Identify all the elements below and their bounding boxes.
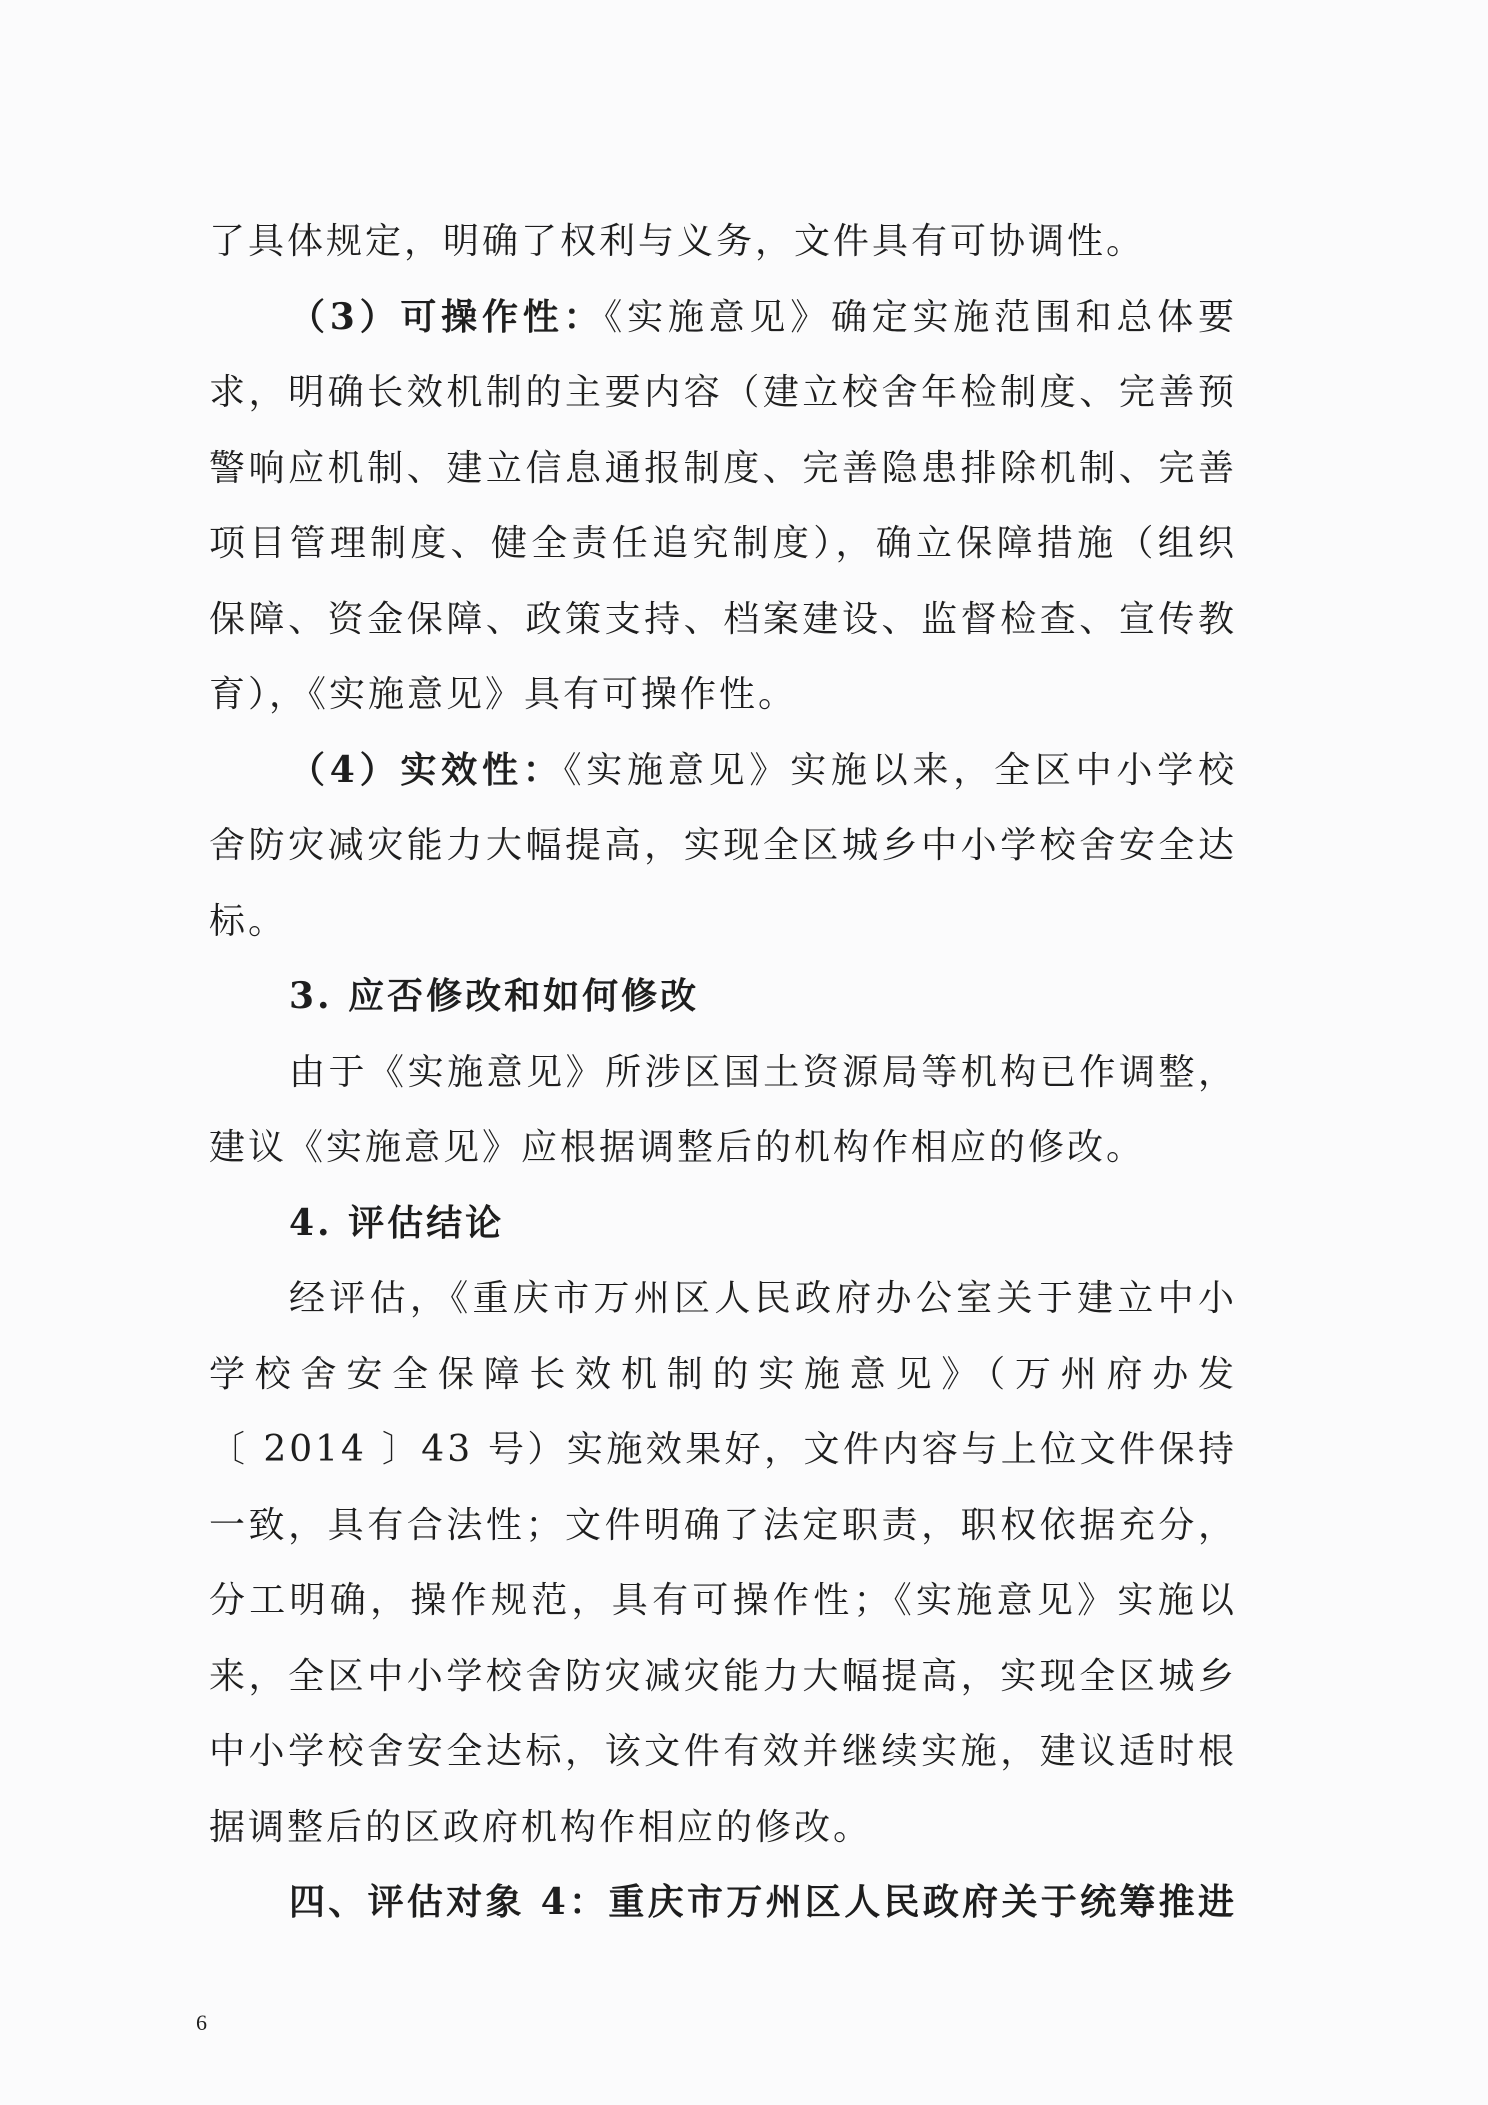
paragraph-line: 中小学校舍安全达标，该文件有效并继续实施，建议适时根	[209, 1731, 1237, 1772]
paragraph-line: 保障、资金保障、政策支持、档案建设、监督检查、宣传教	[209, 598, 1237, 640]
paragraph-line: 来，全区中小学校舍防灾减灾能力大幅提高，实现全区城乡	[209, 1655, 1237, 1697]
paragraph-line: 由于《实施意见》所涉区国土资源局等机构已作调整，	[289, 1051, 1237, 1093]
paragraph-line: 〔 2014 〕43 号）实施效果好，文件内容与上位文件保持	[209, 1429, 1237, 1470]
paragraph-line: 标。	[209, 900, 288, 942]
paragraph-line: （4）实效性：《实施意见》实施以来，全区中小学校	[289, 748, 1237, 791]
paragraph-line: 警响应机制、建立信息通报制度、完善隐患排除机制、完善	[209, 447, 1237, 489]
paragraph-line: 了具体规定，明确了权利与义务，文件具有可协调性。	[209, 221, 1146, 262]
document-body	[209, 204, 1237, 1941]
paragraph-line: 分工明确，操作规范，具有可操作性；《实施意见》实施以	[209, 1580, 1237, 1621]
paragraph-line: 一致，具有合法性；文件明确了法定职责，职权依据充分，	[209, 1504, 1237, 1546]
paragraph-line: 舍防灾减灾能力大幅提高，实现全区城乡中小学校舍安全达	[209, 825, 1237, 866]
paragraph-line: 育），《实施意见》具有可操作性。	[209, 674, 798, 715]
paragraph-line: 据调整后的区政府机构作相应的修改。	[209, 1806, 873, 1848]
section-heading: 4. 评估结论	[289, 1201, 505, 1244]
section-heading: 四、评估对象 4：重庆市万州区人民政府关于统筹推进	[289, 1881, 1237, 1923]
item-label: （3）可操作性：	[289, 295, 605, 338]
section-heading: 3. 应否修改和如何修改	[289, 975, 700, 1017]
paragraph-line: 建议《实施意见》应根据调整后的机构作相应的修改。	[209, 1127, 1146, 1168]
paragraph-line: 经评估，《重庆市万州区人民政府办公室关于建立中小	[289, 1278, 1237, 1319]
item-label: （4）实效性：	[289, 748, 564, 791]
page-number: 6	[196, 2010, 207, 2035]
paragraph-line: 项目管理制度、健全责任追究制度），确立保障措施（组织	[209, 523, 1237, 564]
paragraph-line: 求，明确长效机制的主要内容（建立校舍年检制度、完善预	[209, 372, 1237, 413]
paragraph-line: 学校舍安全保障长效机制的实施意见》（万州府办发	[209, 1353, 1237, 1395]
paragraph-line: （3）可操作性：《实施意见》确定实施范围和总体要	[289, 295, 1237, 338]
